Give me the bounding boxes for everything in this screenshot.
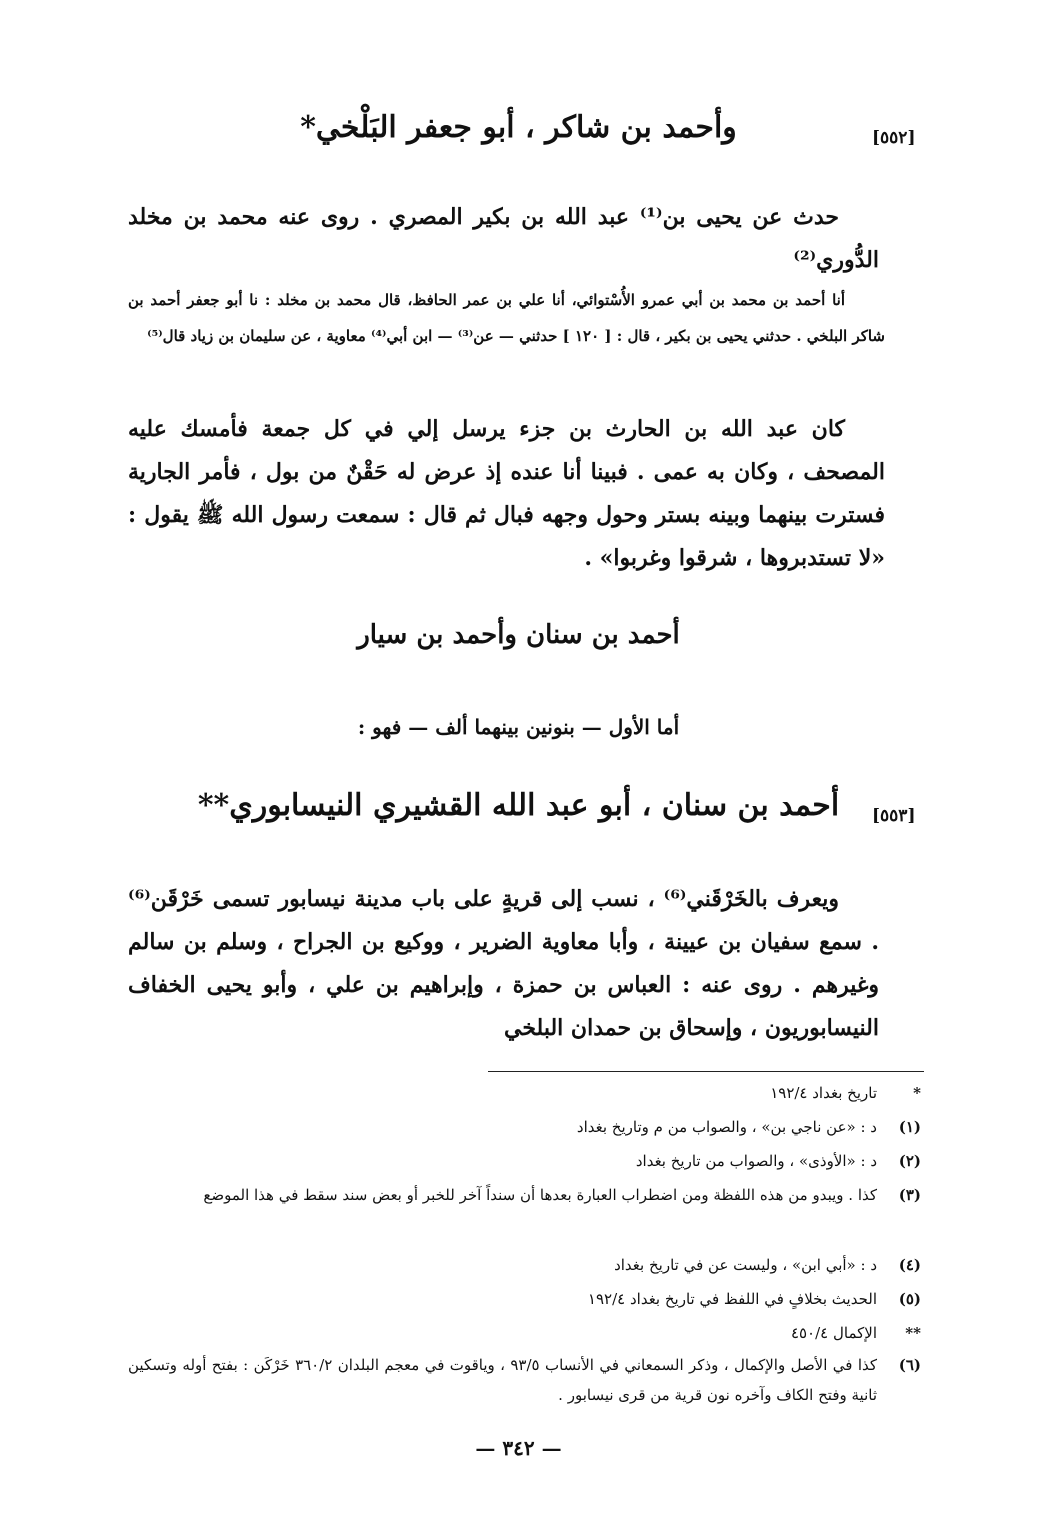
- entry-bio-552: حدث عن يحيى بن⁽¹⁾ عبد الله بن بكير المصري . روى عنه محمد بن مخلد الدُّوري⁽²⁾: [128, 204, 879, 273]
- footnote-mark: (٣): [898, 1186, 921, 1204]
- footnote-text: د : «عن ناجي بن» ، والصواب من م وتاريخ بغداد: [576, 1118, 877, 1136]
- footnote-7: [128, 1350, 921, 1410]
- footnote-mark: (٢): [898, 1152, 921, 1170]
- footnote-1: [128, 1112, 921, 1142]
- footnote-3: [128, 1180, 921, 1210]
- hadith-552: كان عبد الله بن الحارث بن جزء يرسل إلي في كل جمعة فأمسك عليه المصحف ، وكان به عمى . فبينا أنا عنده إذ عرض له حَقْنٌ من بول ، فأمر الجارية فسترت بينهما وبينه بستر وحول وجهه فبال ثم قال : سمعت رسول الله ﷺ يقول : «لا تستدبروها ، شرقوا وغربوا» .: [128, 416, 885, 571]
- footnote-divider: [488, 1071, 924, 1072]
- footnote-mark: *: [913, 1084, 921, 1102]
- footnote-0: [128, 1078, 921, 1108]
- footnote-text: تاريخ بغداد ١٩٢/٤: [770, 1084, 877, 1102]
- footnote-5: [128, 1284, 921, 1314]
- isnad-552: أنا أحمد بن محمد بن أبي عمرو الأُسْتوائي، أنا علي بن عمر الحافظ، قال محمد بن مخلد : نا أبو جعفر أحمد بن شاكر البلخي . حدثني يحيى بن بكير ، قال : [ ١٢٠ ] حدثني — عن⁽³⁾ — ابن أبي⁽⁴⁾ معاوية ، عن سليمان بن زياد قال⁽⁵⁾: [128, 291, 885, 345]
- entry-number-552: [٥٥٢]: [872, 128, 916, 148]
- footnote-2: [128, 1146, 921, 1176]
- footnote-text: د : «الأوذى» ، والصواب من تاريخ بغداد: [635, 1152, 877, 1170]
- page-number: — ٣٤٢ —: [475, 1436, 562, 1460]
- entry-title-553: أحمد بن سنان ، أبو عبد الله القشيري النيسابوري**: [197, 788, 840, 823]
- footnote-mark: (٦): [898, 1356, 921, 1374]
- footnote-mark: (١): [898, 1118, 921, 1136]
- footnote-text: كذا في الأصل والإكمال ، وذكر السمعاني في الأنساب ٩٣/٥ ، وياقوت في معجم البلدان ٣٦٠/٢ خَرْكَن : بفتح أوله وتسكين ثانية وفتح الكاف وآخره نون قرية من قرى نيسابور .: [128, 1356, 878, 1404]
- entry-bio-553: ويعرف بالخَرْقَني⁽⁶⁾ ، نسب إلى قريةٍ على باب مدينة نيسابور تسمى خَرْقَن⁽⁶⁾ . سمع سفيان بن عيينة ، وأبا معاوية الضرير ، ووكيع بن الجراح ، وسلم بن سالم وغيرهم . روى عنه : العباس بن حمزة ، وإبراهيم بن علي ، وأبو يحيى الخفاف النيسابوريون ، وإسحاق بن حمدان البلخي: [128, 886, 879, 1041]
- footnote-mark: (٤): [898, 1256, 921, 1274]
- footnote-text: د : «أبي ابن» ، وليست عن في تاريخ بغداد: [614, 1256, 877, 1274]
- footnote-mark: (٥): [898, 1290, 921, 1308]
- footnote-6: [128, 1318, 921, 1348]
- footnote-text: الإكمال ٤٥٠/٤: [790, 1324, 877, 1342]
- footnote-4: [128, 1250, 921, 1280]
- footnote-text: كذا . ويبدو من هذه اللفظة ومن اضطراب العبارة بعدها أن سنداً آخر للخبر أو بعض سند سقط في هذا الموضع: [203, 1186, 877, 1204]
- entry-title-552: وأحمد بن شاكر ، أبو جعفر البَلْخي*: [300, 110, 737, 145]
- footnote-mark: **: [905, 1324, 921, 1342]
- section-subtitle: أما الأول — بنونين بينهما ألف — فهو :: [357, 715, 680, 739]
- entry-number-553: [٥٥٣]: [872, 806, 916, 826]
- footnote-text: الحديث بخلافٍ في اللفظ في تاريخ بغداد ١٩٢/٤: [587, 1290, 877, 1308]
- section-title: أحمد بن سنان وأحمد بن سيار: [357, 620, 680, 650]
